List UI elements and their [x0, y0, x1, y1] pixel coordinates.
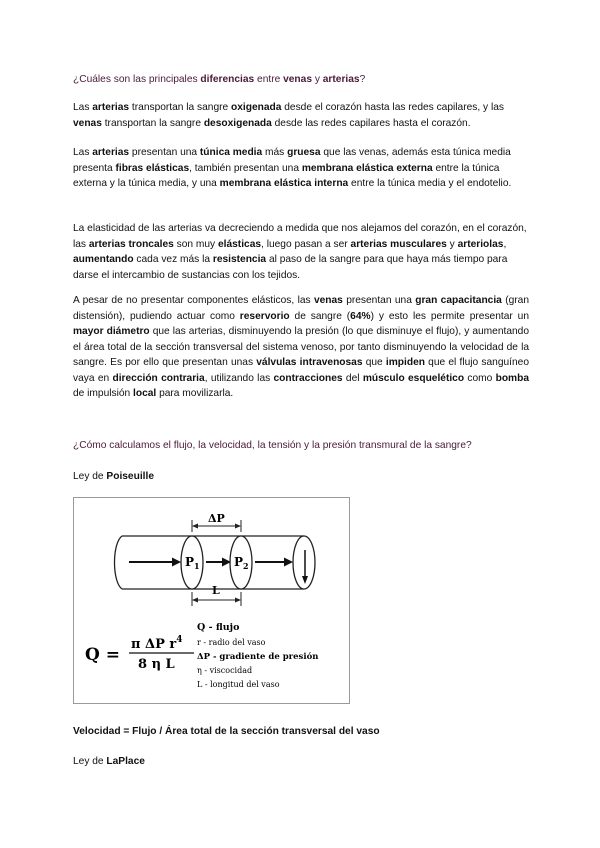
- poiseuille-diagram: [74, 498, 349, 703]
- question-differences: ¿Cuáles son las principales diferencias entre venas y arterias?: [73, 74, 366, 85]
- equation-lhs: Q =: [85, 645, 120, 665]
- delta-p-arrow-right: [235, 524, 241, 529]
- p2-label: $P_2$: [234, 555, 249, 571]
- legend-flow: Q - flujo: [197, 622, 240, 633]
- length-label: L: [212, 584, 220, 597]
- flow-arrow-1-head: [172, 558, 181, 567]
- question-flow: ¿Cómo calculamos el flujo, la velocidad, la tensión y la presión transmural de la sangre?: [73, 440, 472, 451]
- delta-p-arrow-left: [192, 524, 198, 529]
- equation-denominator: 8 η L: [138, 657, 175, 672]
- poiseuille-figure: [73, 497, 350, 704]
- velocity-formula: Velocidad = Flujo / Área total de la sección transversal del vaso: [73, 726, 380, 737]
- delta-p-label: ΔP: [208, 512, 225, 525]
- legend-length: L - longitud del vaso: [197, 680, 280, 689]
- paragraph-elasticity: La elasticidad de las arterias va decreciendo a medida que nos alejamos del corazón, en el corazón, las arterias troncales son muy elásticas, luego pasan a ser arterias musculares y arteriolas, aumentando cada vez más la resistencia al paso de la sangre para que haya más tiempo para darse el intercambio de sustancias con los tejidos.: [73, 223, 527, 281]
- paragraph-structure: Las arterias presentan una túnica media más gruesa que las venas, además esta túnica media presenta fibras elásticas, también presentan una membrana elástica externa entre la túnica externa y la túnica media, y una membrana elástica interna entre la túnica media y el endotelio.: [73, 147, 512, 189]
- heading-laplace: Ley de LaPlace: [73, 756, 145, 767]
- heading-poiseuille: Ley de Poiseuille: [73, 471, 154, 482]
- flow-arrow-3-head: [284, 558, 293, 567]
- length-arrow-left: [192, 598, 198, 603]
- legend-radius: r - radio del vaso: [197, 638, 266, 647]
- vessel-left-end: [115, 536, 123, 589]
- paragraph-transport: Las arterias transportan la sangre oxigenada desde el corazón hasta las redes capilares, y las venas transportan la sangre desoxigenada desde las redes capilares hasta el corazón.: [73, 102, 504, 129]
- paragraph-veins: A pesar de no presentar componentes elásticos, las venas presentan una gran capacitancia (gran distensión), pudiendo actuar como reservorio de sangre (64%) y esto les permite presentar un mayor diámetro que las arterias, disminuyendo la presión (lo que disminuye el flujo), y aumentando el área total de la sección transversal del sistema venoso, por tanto disminuyendo la velocidad de la sangre. Es por ello que presentan unas válvulas intravenosas que impiden que el flujo sanguíneo vaya en dirección contraria, utilizando las contracciones del músculo esquelético como bomba de impulsión local para movilizarla.: [73, 295, 529, 399]
- equation-numerator: π ΔP $r^4$: [131, 635, 183, 652]
- p1-label: $P_1$: [185, 555, 200, 571]
- length-arrow-right: [235, 598, 241, 603]
- legend-viscosity: η - viscocidad: [197, 666, 253, 675]
- legend-pressure-gradient: ΔP - gradiente de presión: [197, 652, 319, 662]
